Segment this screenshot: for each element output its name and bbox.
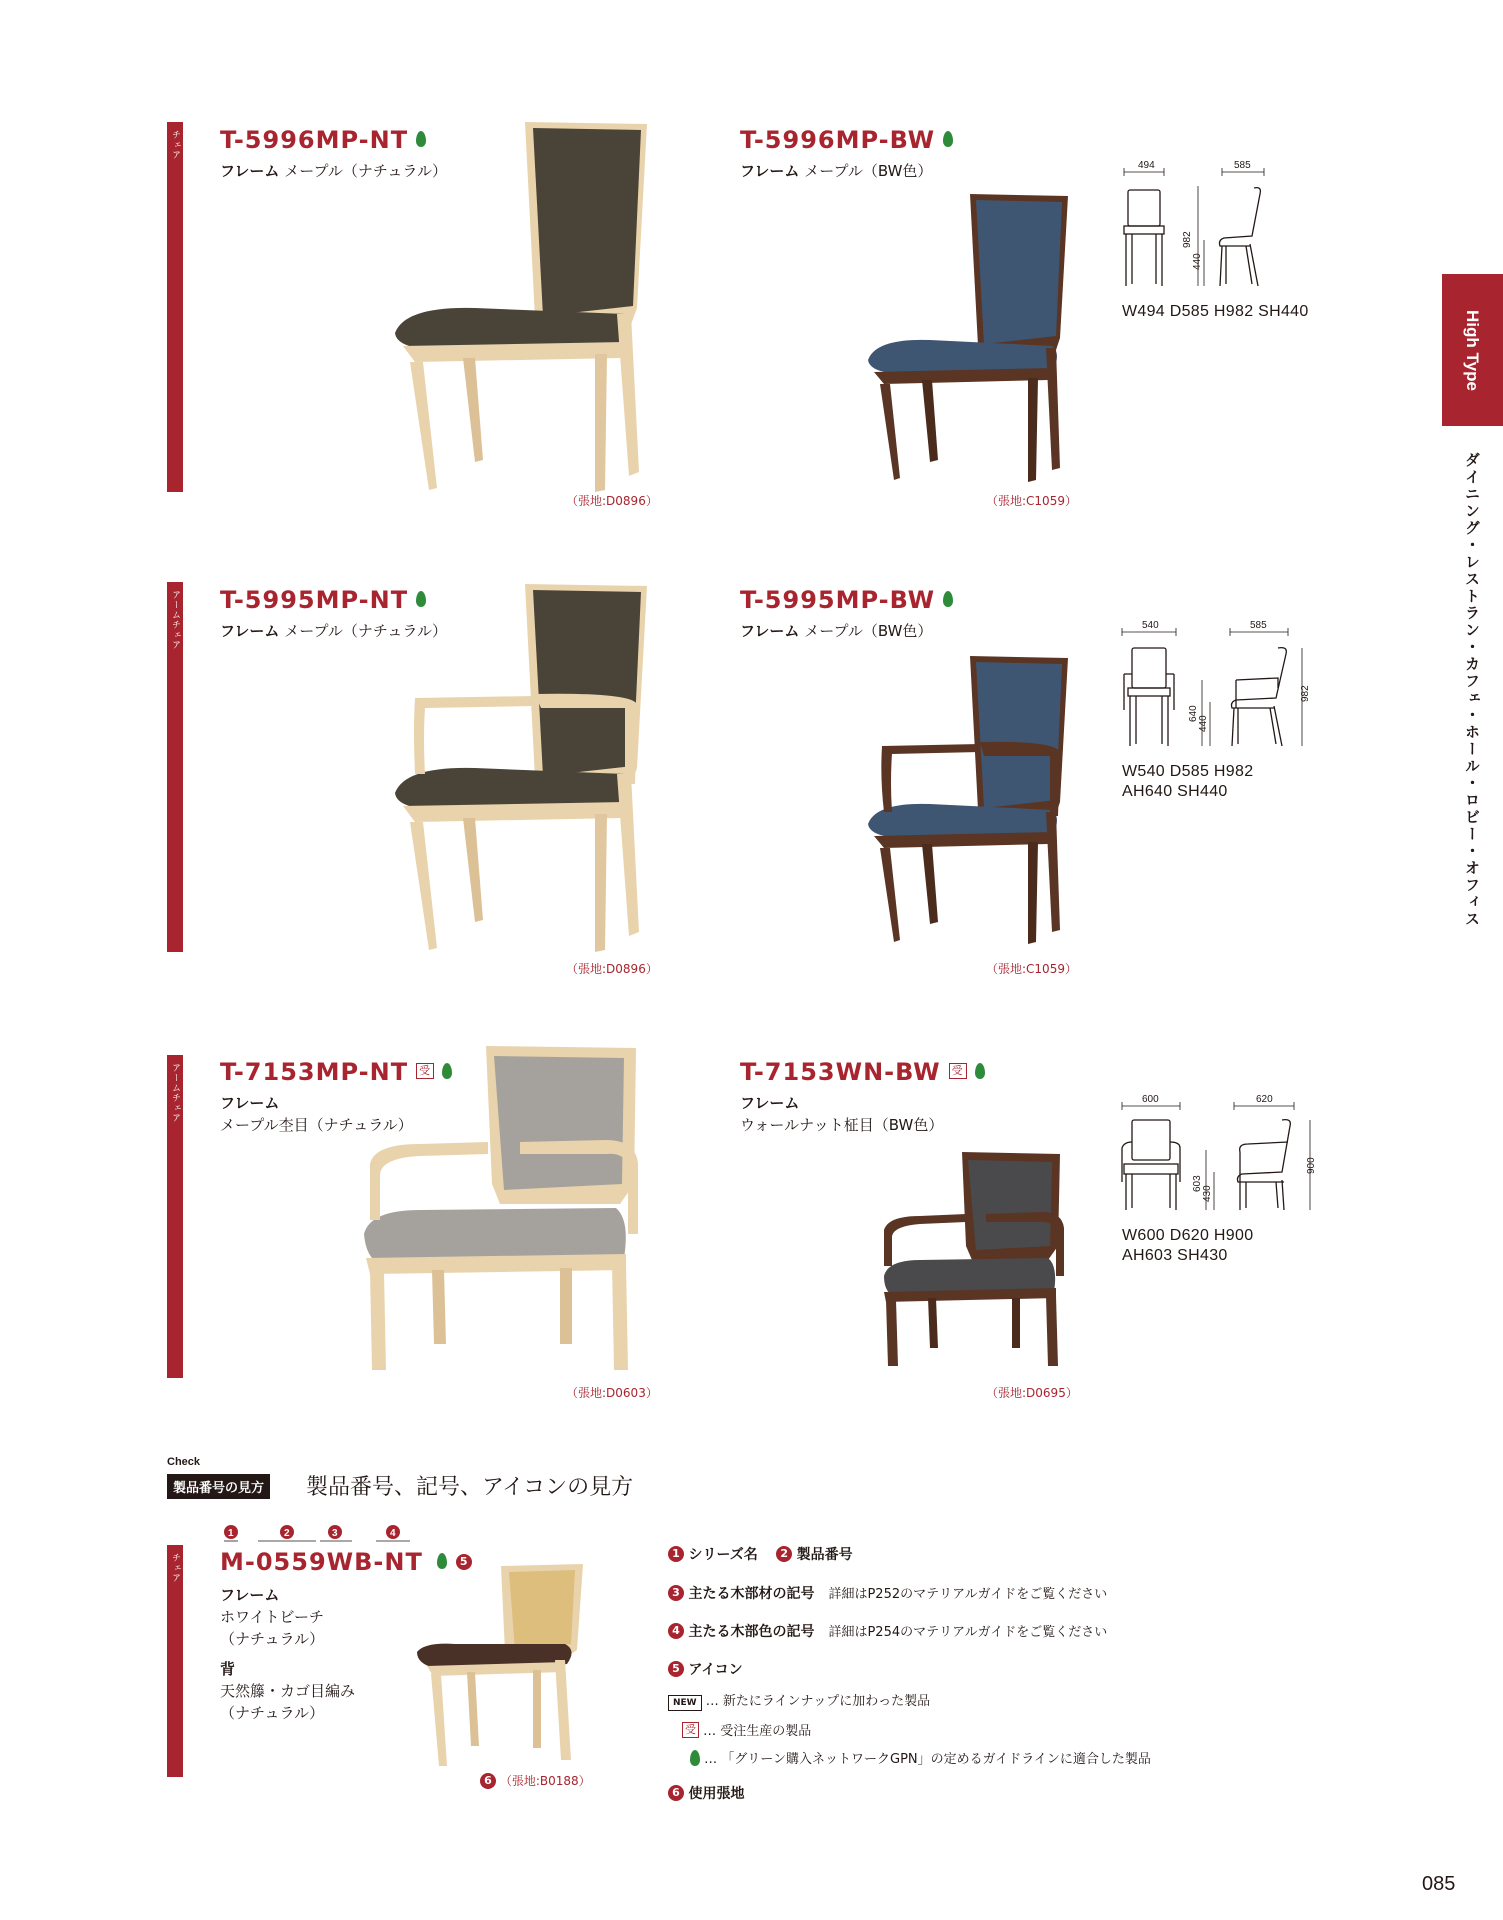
fabric-code: （張地:D0896） [566, 962, 658, 976]
check-box-label: 製品番号の見方 [167, 1474, 270, 1499]
frame-spec: フレーム メープル（BW色） [740, 622, 933, 640]
svg-text:585: 585 [1234, 160, 1251, 171]
svg-text:640: 640 [1188, 705, 1199, 722]
svg-text:440: 440 [1192, 253, 1203, 270]
fabric-code: （張地:D0603） [566, 1386, 658, 1400]
dimensions: W600 D620 H900 [1122, 1227, 1254, 1244]
side-category-label: ダイニング・レストラン・カフェ・ホール・ロビー・オフィス [1463, 452, 1481, 928]
legend-item: 6 使用張地 [668, 1783, 758, 1803]
chair-photo-t7153wn-bw [880, 1150, 1072, 1370]
check-label: Check [167, 1456, 201, 1468]
legend-item: 3 主たる木部材の記号 詳細はP252のマテリアルガイドをご覧ください [668, 1583, 1107, 1603]
dimensions-line2: AH603 SH430 [1122, 1247, 1228, 1264]
svg-text:600: 600 [1142, 1094, 1159, 1105]
dimensions: W494 D585 H982 SH440 [1122, 303, 1309, 320]
example-fabric: 6 （張地:B0188） [480, 1772, 591, 1790]
fabric-code: （張地:D0896） [566, 494, 658, 508]
category-bar [167, 122, 183, 492]
svg-text:4: 4 [390, 1528, 396, 1539]
frame-spec: フレーム メープル杢目（ナチュラル） [220, 1094, 413, 1134]
dimension-drawing [1118, 158, 1298, 288]
svg-text:3: 3 [332, 1528, 338, 1539]
product-code: T-7153MP-NT 受 [220, 1058, 452, 1086]
high-type-tab[interactable]: High Type [1442, 274, 1503, 426]
example-product-code: M-0559WB-NT 5 [220, 1548, 472, 1576]
svg-text:620: 620 [1256, 1094, 1273, 1105]
fabric-code: （張地:D0695） [986, 1386, 1078, 1400]
marker-6: 6 [480, 1773, 496, 1789]
dimension-drawing [1118, 618, 1318, 750]
chair-photo-t5995mp-bw [860, 652, 1080, 948]
frame-spec: フレーム メープル（ナチュラル） [220, 622, 447, 640]
svg-text:2: 2 [284, 1528, 290, 1539]
svg-text:982: 982 [1300, 685, 1311, 702]
made-to-order-badge: 受 [949, 1063, 967, 1079]
dimension-drawing [1118, 1092, 1318, 1224]
category-label-armchair: アームチェア [170, 1063, 180, 1123]
svg-text:585: 585 [1250, 620, 1267, 631]
legend-item: 5 アイコン [668, 1659, 757, 1679]
fabric-code: （張地:C1059） [986, 494, 1077, 508]
chair-photo-t5996mp-bw [860, 188, 1080, 488]
product-code: T-5996MP-BW [740, 126, 953, 154]
product-code: T-5995MP-BW [740, 586, 953, 614]
chair-photo-t7153mp-nt [360, 1044, 650, 1374]
marker-5: 5 [456, 1554, 472, 1570]
product-code: T-5995MP-NT [220, 586, 426, 614]
gpn-leaf-icon [943, 591, 953, 607]
gpn-leaf-icon [943, 131, 953, 147]
chair-photo-t5996mp-nt [385, 118, 655, 498]
category-label-armchair: アームチェア [170, 590, 180, 650]
svg-text:440: 440 [1198, 715, 1209, 732]
legend-item: 1 シリーズ名 2 製品番号 [668, 1544, 867, 1564]
gpn-leaf-icon [690, 1750, 700, 1766]
icon-new-row: NEW … 新たにラインナップに加わった製品 [668, 1690, 930, 1711]
code-part-markers [220, 1524, 420, 1544]
frame-spec: フレーム メープル（ナチュラル） [220, 162, 447, 180]
page-number: 085 [1422, 1873, 1456, 1895]
check-title: 製品番号、記号、アイコンの見方 [306, 1475, 634, 1500]
frame-spec: フレーム ウォールナット柾目（BW色） [740, 1094, 944, 1134]
svg-text:540: 540 [1142, 620, 1159, 631]
gpn-leaf-icon [975, 1063, 985, 1079]
frame-spec: フレーム メープル（BW色） [740, 162, 933, 180]
product-code: T-7153WN-BW 受 [740, 1058, 985, 1086]
product-code: T-5996MP-NT [220, 126, 426, 154]
svg-text:1: 1 [228, 1528, 234, 1539]
legend-item: 4 主たる木部色の記号 詳細はP254のマテリアルガイドをご覧ください [668, 1621, 1107, 1641]
svg-text:900: 900 [1306, 1157, 1317, 1174]
icon-made-to-order-row: 受 … 受注生産の製品 [682, 1720, 811, 1740]
new-badge: NEW [668, 1695, 702, 1711]
example-spec: フレーム ホワイトビーチ （ナチュラル） 背 天然籐・カゴ目編み （ナチュラル） [220, 1586, 356, 1722]
fabric-code: （張地:C1059） [986, 962, 1077, 976]
chair-photo-m0559wb-nt [415, 1560, 585, 1770]
svg-text:982: 982 [1182, 231, 1193, 248]
chair-photo-t5995mp-nt [385, 578, 655, 960]
dimensions-line2: AH640 SH440 [1122, 783, 1228, 800]
svg-text:494: 494 [1138, 160, 1155, 171]
dimensions: W540 D585 H982 [1122, 763, 1254, 780]
icon-gpn-row: … 「グリーン購入ネットワークGPN」の定めるガイドラインに適合した製品 [690, 1748, 1151, 1768]
category-label-chair: チェア [170, 130, 180, 160]
svg-text:430: 430 [1202, 1185, 1213, 1202]
svg-text:603: 603 [1192, 1175, 1203, 1192]
category-label-chair: チェア [170, 1553, 180, 1583]
made-to-order-badge: 受 [682, 1722, 699, 1738]
made-to-order-badge: 受 [416, 1063, 434, 1079]
